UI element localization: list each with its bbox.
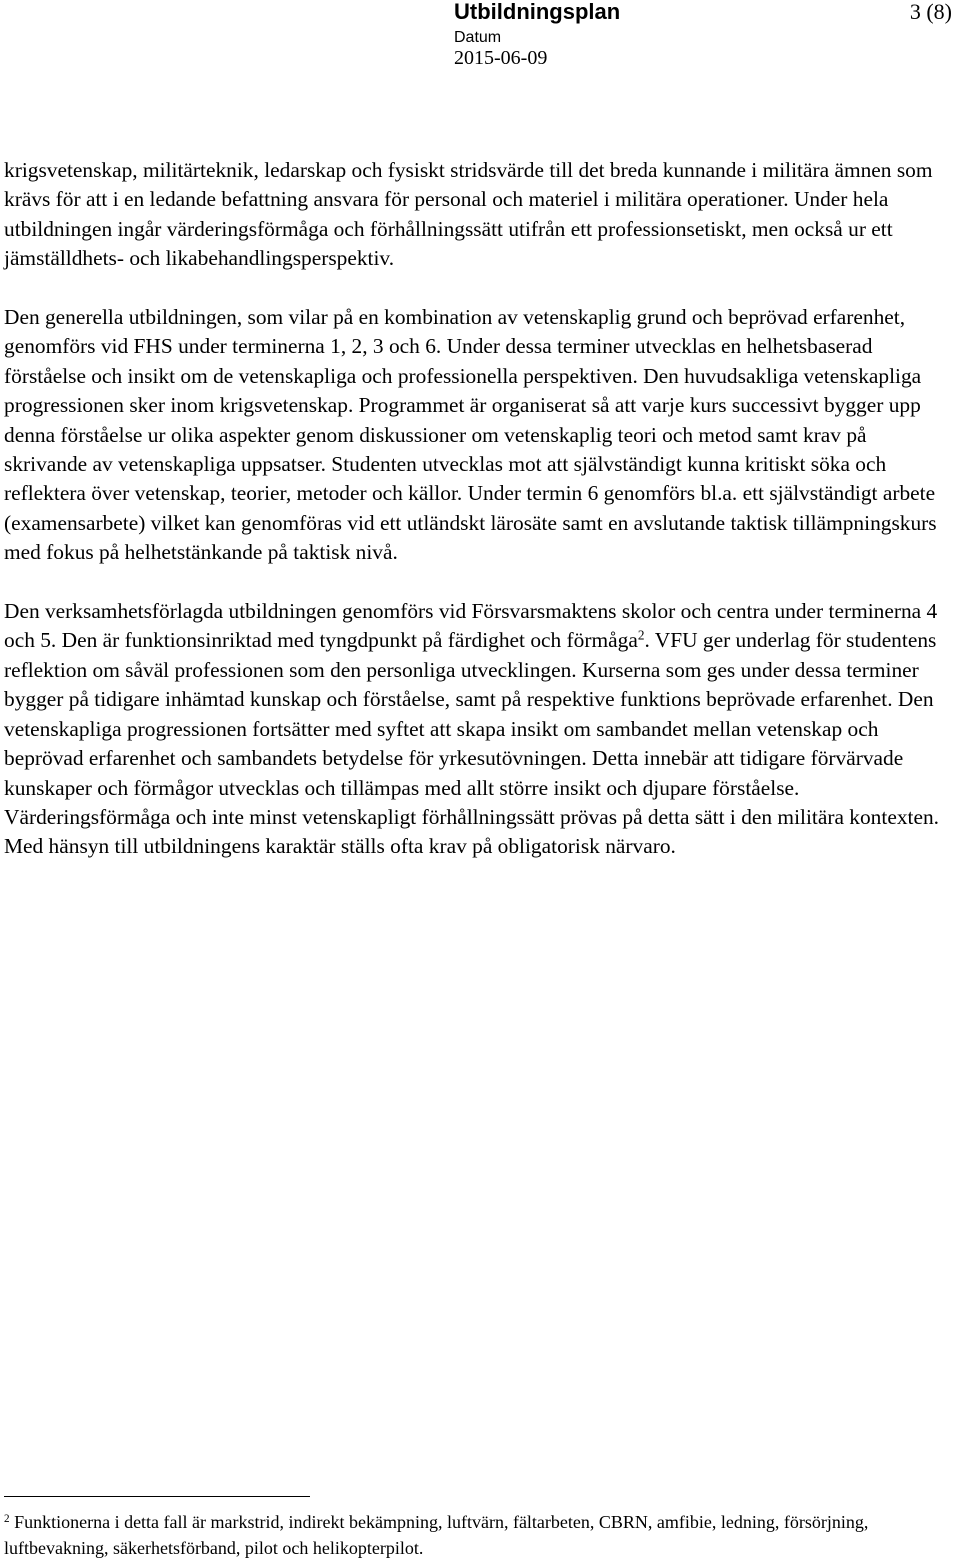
paragraph-3-part-1: Den verksamhetsförlagda utbildningen genomförs vid Försvarsmaktens skolor och centra under terminerna 4 och 5. Den är funktionsinriktad med tyngdpunkt på färdighet och förmåga xyxy=(4,599,938,653)
document-title: Utbildningsplan xyxy=(454,0,621,24)
footnote xyxy=(4,1509,954,1561)
footnote-text: Funktionerna i detta fall är markstrid, indirekt bekämpning, luftvärn, fältarbeten, CBRN, amfibie, ledning, försörjning, luftbevakning, säkerhetsförband, pilot och helikopterpilot. xyxy=(4,1512,869,1558)
paragraph-3-part-2: . VFU ger underlag för studentens reflektion om såväl professionen som den personliga utvecklingen. Kurserna som ges under dessa terminer bygger på tidigare inhämtad kunskap och förståelse, samt på respektive funktions beprövade erfarenhet. Den vetenskapliga progressionen fortsätter med syftet att skapa insikt om sambandet mellan vetenskap och beprövad erfarenhet och sambandets betydelse för yrkesutövningen. Detta innebär att tidigare förvärvade kunskaper och förmågor utvecklas och tillämpas med allt större insikt och djupare förståelse. Värderingsförmåga och inte minst vetenskapligt förhållningssätt prövas på detta sätt i den militära kontexten. Med hänsyn till utbildningens karaktär ställs ofta krav på obligatorisk närvaro. xyxy=(4,628,939,859)
paragraph-3 xyxy=(4,597,954,862)
document-date: 2015-06-09 xyxy=(454,47,548,69)
footnote-number: 2 xyxy=(4,1512,10,1525)
paragraph-2: Den generella utbildningen, som vilar på en kombination av vetenskaplig grund och beprövad erfarenhet, genomförs vid FHS under terminerna 1, 2, 3 och 6. Under dessa terminer utvecklas en helhetsbaserad förståelse och insikt om de vetenskapliga och professionella perspektiven. Den huvudsakliga vetenskapliga progressionen sker inom krigsvetenskap. Programmet är organiserat så att varje kurs successivt bygger upp denna förståelse ur olika aspekter genom diskussioner om vetenskaplig teori och metod samt krav på skrivande av vetenskapliga uppsatser. Studenten utvecklas mot att självständigt kunna kritiskt söka och reflektera över vetenskap, teorier, metoder och källor. Under termin 6 genomförs bl.a. ett självständigt arbete (examensarbete) vilket kan genomföras vid ett utländskt lärosäte samt en avslutande taktisk tillämpningskurs med fokus på helhetstänkande på taktisk nivå. xyxy=(4,305,937,565)
page-number: 3 (8) xyxy=(909,0,952,24)
date-label: Datum xyxy=(454,29,502,46)
footnote-reference: 2 xyxy=(637,628,645,644)
footnote-separator xyxy=(4,1496,310,1497)
paragraph-1: krigsvetenskap, militärteknik, ledarskap och fysiskt stridsvärde till det breda kunnande i militära ämnen som krävs för att i en ledande befattning ansvara för personal och materiel i militära operationer. Under hela utbildningen ingår värderingsförmåga och förhållningssätt utifrån ett professionsetiskt, men också ur ett jämställdhets- och likabehandlingsperspektiv. xyxy=(4,158,933,271)
body-text xyxy=(4,156,954,891)
